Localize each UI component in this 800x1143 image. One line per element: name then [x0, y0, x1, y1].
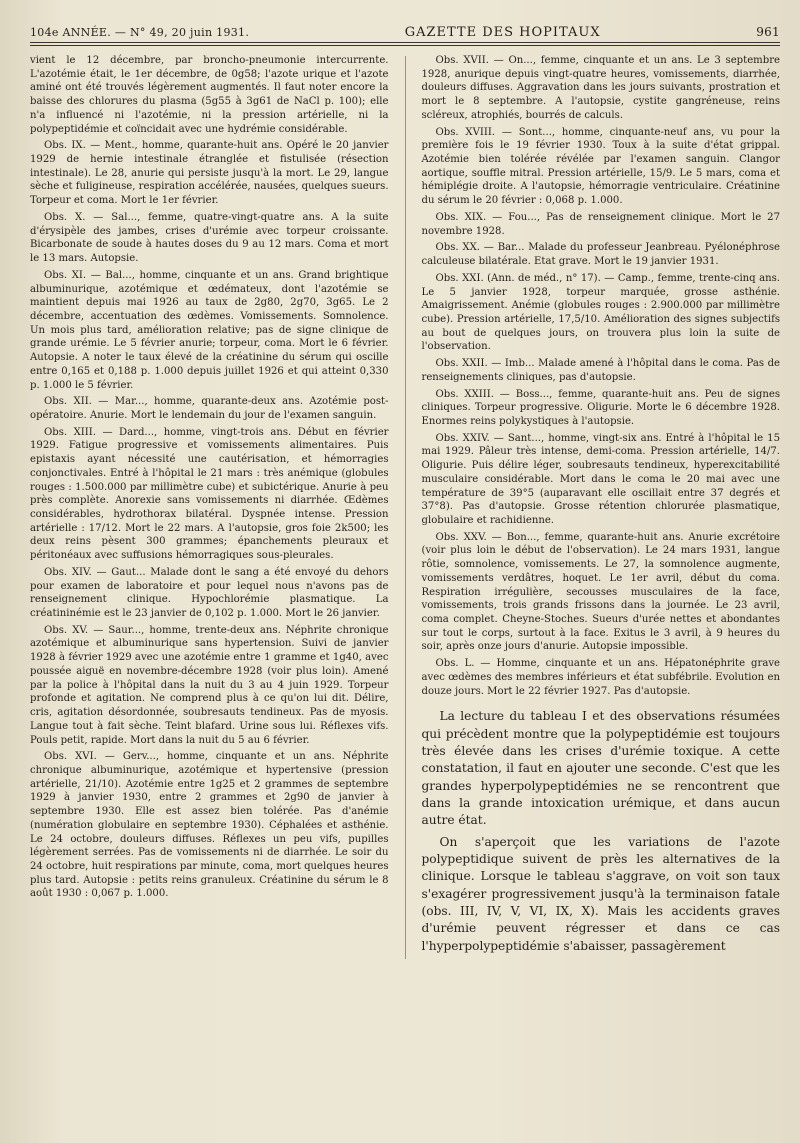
- discussion-paragraph: La lecture du tableau I et des observations résumées qui précèdent montre que la polypeptidémie est toujours très élevée dans les crises d'urémie toxique. A cette constatation, il faut en ajouter une seconde. C'est que les grandes hyperpolypeptidémies ne se rencontrent que dans la grande intoxication urémique, et dans aucun autre état.: [421, 709, 781, 828]
- observation-paragraph: Obs. XXII. — Imb... Malade amené à l'hôpital dans le coma. Pas de renseignements cliniques, pas d'autopsie.: [421, 358, 781, 383]
- observation-paragraph: Obs. XVI. — Gerv..., homme, cinquante et un ans. Néphrite chronique albuminurique, azotémique et hypertensive (pression artérielle, 21/10). Azotémie entre 1g25 et 2 grammes de septembre 1929 à janvier 1930, entre 2 grammes et 2g90 de janvier à septembre 1930. Elle est assez bien tolérée. Pas d'anémie (numération globulaire en septembre 1930). Céphalées et asthénie. Le 24 octobre, douleurs diffuses. Réflexes un peu vifs, pupilles légèrement serrées. Pas de vomissements ni de diarrhée. Le soir du 24 octobre, huit respirations par minute, coma, mort quelques heures plus tard. Autopsie : petits reins granuleux. Créatinine du sérum le 8 août 1930 : 0,067 p. 1.000.: [30, 751, 389, 900]
- issue-info: 104e ANNÉE. — N° 49, 20 juin 1931.: [30, 26, 250, 39]
- left-column: [30, 54, 389, 959]
- observation-paragraph: Obs. XVIII. — Sont..., homme, cinquante-neuf ans, vu pour la première fois le 19 février 1930. Toux à la suite d'état grippal. Azotémie bien tolérée révélée par l'examen sanguin. Clangor aortique, souffle mitral. Pression artérielle, 15/9. Le 5 mars, coma et hémiplégie droite. A l'autopsie, hémorragie ventriculaire. Créatinine du sérum le 20 février : 0,068 p. 1.000.: [421, 126, 781, 207]
- right-column: [422, 54, 781, 959]
- observation-paragraph: Obs. XVII. — On..., femme, cinquante et un ans. Le 3 septembre 1928, anurique depuis vingt-quatre heures, vomissements, diarrhée, douleurs diffuses. Aggravation dans les jours suivants, prostration et mort le 8 septembre. A l'autopsie, cystite gangréneuse, reins scléreux, atrophiés, bourrés de calculs.: [421, 55, 781, 121]
- observation-paragraph: Obs. XII. — Mar..., homme, quarante-deux ans. Azotémie post-opératoire. Anurie. Mort le lendemain du jour de l'examen sanguin.: [30, 396, 389, 421]
- discussion-paragraph: On s'aperçoit que les variations de l'azote polypeptidique suivent de près les alternatives de la clinique. Lorsque le tableau s'aggrave, on voit son taux s'exagérer progressivement jusqu'à la terminaison fatale (obs. III, IV, V, VI, IX, X). Mais les accidents graves d'urémie peuvent régresser et dans ce cas l'hyperpolypeptidémie s'abaisser, passagèrement: [421, 834, 781, 953]
- journal-title: GAZETTE DES HOPITAUX: [404, 25, 601, 40]
- page-number: 961: [756, 25, 780, 39]
- observation-paragraph: Obs. X. — Sal..., femme, quatre-vingt-quatre ans. A la suite d'érysipèle des jambes, crises d'urémie avec torpeur croissante. Bicarbonate de soude à hautes doses du 9 au 12 mars. Coma et mort le 13 mars. Autopsie.: [30, 211, 389, 265]
- running-header: [30, 14, 780, 40]
- observation-paragraph: Obs. XXIII. — Boss..., femme, quarante-huit ans. Peu de signes cliniques. Torpeur progressive. Oligurie. Morte le 6 décembre 1928. Enormes reins polykystiques à l'autopsie.: [421, 388, 781, 427]
- observation-paragraph: Obs. XI. — Bal..., homme, cinquante et un ans. Grand brightique albuminurique, azotémique et œdémateux, dont l'azotémie se maintient depuis mai 1926 au taux de 2g80, 2g70, 3g65. Le 2 décembre, accentuation des œdèmes. Vomissements. Somnolence. Un mois plus tard, amélioration relative; pas de signe clinique de grande urémie. Le 5 février anurie; torpeur, coma. Mort le 6 février. Autopsie. A noter le taux élevé de la créatinine du sérum qui oscille entre 0,165 et 0,188 p. 1.000 depuis juillet 1926 et qui atteint 0,330 p. 1.000 le 5 février.: [30, 269, 389, 391]
- observation-paragraph: Obs. XIX. — Fou..., Pas de renseignement clinique. Mort le 27 novembre 1928.: [421, 211, 781, 237]
- observation-paragraph: Obs. XXIV. — Sant..., homme, vingt-six ans. Entré à l'hôpital le 15 mai 1929. Pâleur très intense, demi-coma. Pression artérielle, 14/7. Oligurie. Puis délire léger, soubresauts tendineux, hyperexcitabilité musculaire considérable. Mort dans le coma le 20 mai avec une température de 39°5 (auparavant elle oscillait entre 37 degrés et 37°8). Pas d'autopsie. Grosse rétention chlorurée plasmatique, globulaire et rachidienne.: [421, 432, 781, 526]
- column-divider: [405, 56, 406, 959]
- header-rule: [30, 42, 780, 46]
- observation-paragraph: Obs. XXV. — Bon..., femme, quarante-huit ans. Anurie excrétoire (voir plus loin le début de l'observation). Le 24 mars 1931, langue rôtie, somnolence, vomissements. Le 27, la somnolence augmente, vomissements verdâtres, hoquet. Le 1er avril, début du coma. Respiration irrégulière, secousses musculaires de la face, vomissements, trois grands frissons dans la journée. Le 23 avril, coma complet. Cheyne-Stoches. Sueurs d'urée nettes et abondantes sur tout le corps, surtout à la face. Exitus le 3 avril, à 9 heures du soir, après onze jours d'anurie. Autopsie impossible.: [421, 531, 781, 653]
- discussion-section: [422, 708, 781, 955]
- observation-paragraph: Obs. XIII. — Dard..., homme, vingt-trois ans. Début en février 1929. Fatigue progressive et vomissements alimentaires. Puis epistaxis ayant nécessité une cautérisation, et hémorragies conjonctivales. Entré à l'hôpital le 21 mars : très anémique (globules rouges : 1.500.000 par millimètre cube) et subictérique. Anurie à peu près complète. Anorexie sans vomissements ni diarrhée. Œdèmes considérables, hydrothorax bilatéral. Dyspnée intense. Pression artérielle : 17/12. Mort le 22 mars. A l'autopsie, gros foie 2k500; les deux reins pèsent 300 grammes; épanchements pleuraux et péritonéaux avec suffusions hémorragiques sous-pleurales.: [30, 426, 389, 562]
- observation-paragraph: Obs. L. — Homme, cinquante et un ans. Hépatonéphrite grave avec œdèmes des membres inférieurs et état subfébrile. Evolution en douze jours. Mort le 22 février 1927. Pas d'autopsie.: [421, 658, 781, 697]
- observation-paragraph: Obs. IX. — Ment., homme, quarante-huit ans. Opéré le 20 janvier 1929 de hernie intestinale étranglée et fistulisée (résection intestinale). Le 28, anurie qui persiste jusqu'à la mort. Le 29, langue sèche et fuligineuse, respiration accélérée, nausées, quelques sueurs. Torpeur et coma. Mort le 1er février.: [30, 140, 389, 207]
- paragraph: vient le 12 décembre, par broncho-pneumonie intercurrente. L'azotémie était, le 1er décembre, de 0g58; l'azote urique et l'azote aminé ont été trouvés légèrement augmentés. Il faut noter encore la baisse des chlorures du plasma (5g55 à 3g61 de NaCl p. 100); elle n'a influencé ni l'azotémie, ni la pression artérielle, ni la polypeptidémie et coïncidait avec une hydrémie considérable.: [30, 55, 389, 135]
- observation-paragraph: Obs. XXI. (Ann. de méd., n° 17). — Camp., femme, trente-cinq ans. Le 5 janvier 1928, torpeur marquée, grosse asthénie. Amaigrissement. Anémie (globules rouges : 2.900.000 par millimètre cube). Pression artérielle, 17,5/10. Amélioration des signes subjectifs au bout de quelques jours, on trouvera plus loin la suite de l'observation.: [421, 272, 781, 353]
- observation-paragraph: Obs. XV. — Saur..., homme, trente-deux ans. Néphrite chronique azotémique et albuminurique sans hypertension. Suivi de janvier 1928 à février 1929 avec une azotémie entre 1 gramme et 1g40, avec poussée aiguë en novembre-décembre 1928 (voir plus loin). Amené par la police à l'hôpital dans la nuit du 3 au 4 juin 1929. Torpeur profonde et agitation. Ne comprend plus à ce qu'on lui dit. Délire, cris, agitation désordonnée, soubresauts tendineux. Pas de myosis. Langue tout à fait sèche. Teint blafard. Urine sous lui. Réflexes vifs. Pouls petit, rapide. Mort dans la nuit du 5 au 6 février.: [30, 624, 389, 746]
- observation-paragraph: Obs. XX. — Bar... Malade du professeur Jeanbreau. Pyélonéphrose calculeuse bilatérale. Etat grave. Mort le 19 janvier 1931.: [421, 242, 781, 268]
- observation-paragraph: Obs. XIV. — Gaut... Malade dont le sang a été envoyé du dehors pour examen de laboratoire et pour lequel nous n'avons pas de renseignement clinique. Hypochlorémie plasmatique. La créatininémie est le 23 janvier de 0,102 p. 1.000. Mort le 26 janvier.: [30, 566, 389, 620]
- text-columns: [30, 54, 780, 959]
